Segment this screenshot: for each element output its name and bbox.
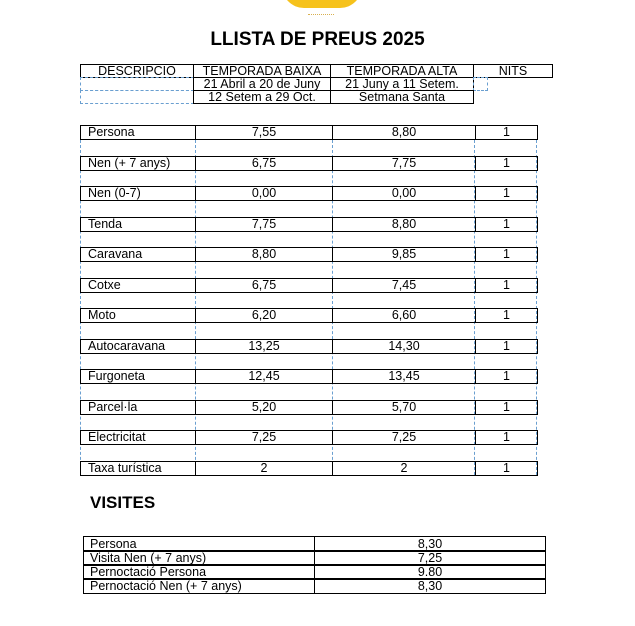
low-season-price: 6,75 — [195, 156, 333, 171]
nights-value: 1 — [475, 217, 538, 232]
visit-label: Visita Nen (+ 7 anys) — [83, 550, 315, 566]
high-season-price: 5,70 — [332, 400, 476, 415]
nights-value: 1 — [475, 186, 538, 201]
item-label: Nen (+ 7 anys) — [80, 156, 196, 171]
low-season-price: 7,25 — [195, 430, 333, 445]
low-season-price: 8,80 — [195, 247, 333, 262]
nights-value: 1 — [475, 278, 538, 293]
visit-label: Pernoctació Nen (+ 7 anys) — [83, 578, 315, 594]
header-empty-cell — [80, 77, 194, 91]
header-nits: NITS — [473, 64, 553, 78]
table-row — [80, 461, 538, 492]
high-season-price: 14,30 — [332, 339, 476, 354]
table-row — [80, 308, 538, 339]
logo — [282, 0, 362, 8]
high-season-price: 13,45 — [332, 369, 476, 384]
nights-value: 1 — [475, 369, 538, 384]
header-temporada-alta: TEMPORADA ALTA — [330, 64, 474, 78]
price-table — [80, 125, 538, 491]
table-row — [80, 217, 538, 248]
item-label: Furgoneta — [80, 369, 196, 384]
visites-table — [83, 536, 546, 593]
nights-value: 1 — [475, 156, 538, 171]
item-label: Electricitat — [80, 430, 196, 445]
header-row — [80, 64, 556, 78]
header-empty-cell-2 — [80, 90, 194, 104]
high-season-price: 8,80 — [332, 125, 476, 140]
visit-price: 7,25 — [314, 550, 546, 566]
low-season-price: 5,20 — [195, 400, 333, 415]
nights-value: 1 — [475, 125, 538, 140]
high-season-price: 2 — [332, 461, 476, 476]
table-row — [80, 369, 538, 400]
high-season-price: 9,85 — [332, 247, 476, 262]
low-season-price: 7,75 — [195, 217, 333, 232]
visit-price: 8,30 — [314, 578, 546, 594]
item-label: Cotxe — [80, 278, 196, 293]
visit-label: Persona — [83, 536, 315, 552]
table-row — [83, 536, 546, 551]
table-row — [80, 156, 538, 187]
table-row — [83, 564, 546, 579]
high-season-price: 7,75 — [332, 156, 476, 171]
low-season-price: 2 — [195, 461, 333, 476]
high-season-dates-2: Setmana Santa — [330, 90, 474, 104]
high-season-dates-1 — [330, 77, 474, 91]
high-season-price: 0,00 — [332, 186, 476, 201]
item-label: Taxa turística — [80, 461, 196, 476]
header-dates-row — [80, 77, 556, 91]
item-label: Persona — [80, 125, 196, 140]
visites-heading: VISITES — [90, 493, 156, 512]
low-season-price: 6,20 — [195, 308, 333, 323]
low-season-price: 6,75 — [195, 278, 333, 293]
item-label: Caravana — [80, 247, 196, 262]
high-season-price: 8,80 — [332, 217, 476, 232]
high-season-dates-1-text: 21 Juny a 11 Setem. — [345, 77, 459, 91]
nights-value: 1 — [475, 308, 538, 323]
header-gap-cell — [473, 77, 488, 91]
table-row — [80, 400, 538, 431]
visit-price: 8,30 — [314, 536, 546, 552]
table-row — [80, 339, 538, 370]
table-row — [83, 578, 546, 593]
table-row — [80, 186, 538, 217]
header-temporada-baixa: TEMPORADA BAIXA — [193, 64, 331, 78]
low-season-dates-1: 21 Abril a 20 de Juny — [193, 77, 331, 91]
nights-value: 1 — [475, 461, 538, 476]
header-table — [80, 64, 556, 104]
item-label: Parcel·la — [80, 400, 196, 415]
item-label: Nen (0-7) — [80, 186, 196, 201]
nights-value: 1 — [475, 339, 538, 354]
logo-underline — [308, 14, 334, 17]
high-season-price: 7,45 — [332, 278, 476, 293]
high-season-price: 7,25 — [332, 430, 476, 445]
low-season-dates-2: 12 Setem a 29 Oct. — [193, 90, 331, 104]
low-season-price: 0,00 — [195, 186, 333, 201]
low-season-price: 12,45 — [195, 369, 333, 384]
item-label: Autocaravana — [80, 339, 196, 354]
table-row — [80, 247, 538, 278]
nights-value: 1 — [475, 247, 538, 262]
page-title: LLISTA DE PREUS 2025 — [210, 29, 425, 50]
high-season-price: 6,60 — [332, 308, 476, 323]
header-descripcio: DESCRIPCIO — [80, 64, 194, 78]
item-label: Moto — [80, 308, 196, 323]
table-row — [80, 125, 538, 156]
visit-label: Pernoctació Persona — [83, 564, 315, 580]
table-row — [83, 550, 546, 565]
header-dates-row-2 — [80, 90, 556, 104]
table-row — [80, 430, 538, 461]
low-season-price: 7,55 — [195, 125, 333, 140]
nights-value: 1 — [475, 400, 538, 415]
table-row — [80, 278, 538, 309]
nights-value: 1 — [475, 430, 538, 445]
item-label: Tenda — [80, 217, 196, 232]
low-season-price: 13,25 — [195, 339, 333, 354]
visit-price: 9.80 — [314, 564, 546, 580]
